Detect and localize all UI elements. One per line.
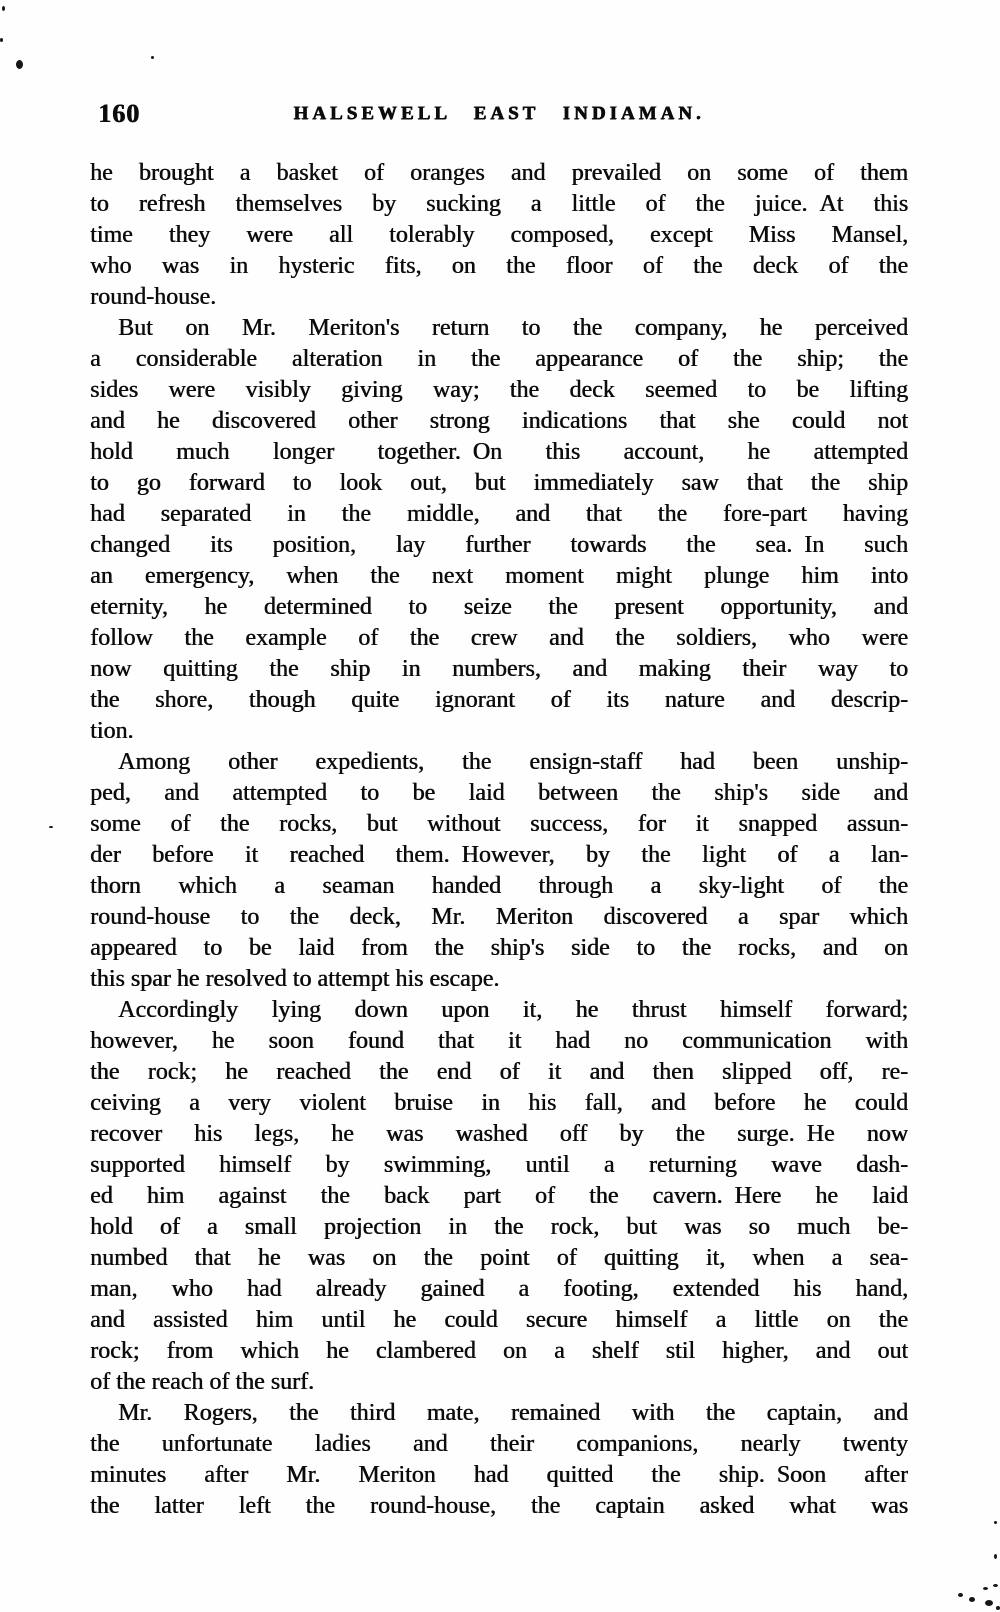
text-line: time they were all tolerably composed, except Miss Mansel,: [90, 222, 908, 248]
ink-speck: [996, 1606, 1000, 1610]
text-line: numbed that he was on the point of quitting it, when a sea-: [90, 1245, 908, 1271]
text-line: tion.: [90, 718, 134, 744]
text-line: of the reach of the surf.: [90, 1369, 314, 1395]
text-line: the rock; he reached the end of it and then slipped off, re-: [90, 1059, 908, 1085]
ink-speck: [985, 1600, 993, 1606]
ink-speck: [983, 1587, 988, 1590]
text-line: ed him against the back part of the cavern. Here he laid: [90, 1183, 908, 1209]
page-number: 160: [98, 99, 140, 128]
text-line: and assisted him until he could secure himself a little on the: [90, 1307, 908, 1333]
text-line: changed its position, lay further towards the sea. In such: [90, 532, 908, 558]
text-line: this spar he resolved to attempt his escape.: [90, 966, 500, 992]
text-line: follow the example of the crew and the soldiers, who were: [90, 625, 908, 651]
page-header: [90, 99, 908, 131]
body-text: [90, 158, 908, 1522]
paragraph: [90, 1398, 908, 1522]
ink-speck: [993, 1584, 998, 1587]
text-line: hold of a small projection in the rock, but was so much be-: [90, 1214, 908, 1240]
text-line: hold much longer together. On this account, he attempted: [90, 439, 908, 465]
text-line: recover his legs, he was washed off by the surge. He now: [90, 1121, 908, 1147]
text-line: the shore, though quite ignorant of its nature and descrip-: [90, 687, 908, 713]
paragraph: [90, 995, 908, 1398]
ink-speck: [969, 1597, 975, 1602]
text-line: man, who had already gained a footing, extended his hand,: [90, 1276, 908, 1302]
text-line: Mr. Rogers, the third mate, remained with the captain, and: [118, 1400, 908, 1426]
ink-speck: [2, 6, 5, 11]
text-line: Among other expedients, the ensign-staff had been unship-: [118, 749, 908, 775]
text-line: he brought a basket of oranges and prevailed on some of them: [90, 160, 908, 186]
text-line: But on Mr. Meriton's return to the company, he perceived: [118, 315, 908, 341]
text-line: to go forward to look out, but immediately saw that the ship: [90, 470, 908, 496]
text-line: minutes after Mr. Meriton had quitted the ship. Soon after: [90, 1462, 908, 1488]
ink-speck: [151, 56, 154, 59]
paragraph: [90, 747, 908, 995]
text-line: had separated in the middle, and that the fore-part having: [90, 501, 908, 527]
text-line: however, he soon found that it had no communication with: [90, 1028, 908, 1054]
text-line: ceiving a very violent bruise in his fall, and before he could: [90, 1090, 908, 1116]
text-line: the latter left the round-house, the captain asked what was: [90, 1493, 908, 1519]
text-line: an emergency, when the next moment might plunge him into: [90, 563, 908, 589]
text-line: supported himself by swimming, until a returning wave dash-: [90, 1152, 908, 1178]
paragraph: [90, 313, 908, 747]
text-line: now quitting the ship in numbers, and making their way to: [90, 656, 908, 682]
text-line: and he discovered other strong indications that she could not: [90, 408, 908, 434]
ink-speck: [49, 826, 53, 828]
text-line: Accordingly lying down upon it, he thrust himself forward;: [118, 997, 908, 1023]
ink-speck: [994, 1554, 997, 1559]
text-line: appeared to be laid from the ship's side to the rocks, and on: [90, 935, 908, 961]
text-line: ped, and attempted to be laid between the ship's side and: [90, 780, 908, 806]
text-line: eternity, he determined to seize the present opportunity, and: [90, 594, 908, 620]
text-line: round-house.: [90, 284, 216, 310]
text-line: to refresh themselves by sucking a little of the juice. At this: [90, 191, 908, 217]
text-line: sides were visibly giving way; the deck seemed to be lifting: [90, 377, 908, 403]
text-line: who was in hysteric fits, on the floor of the deck of the: [90, 253, 908, 279]
text-line: round-house to the deck, Mr. Meriton discovered a spar which: [90, 904, 908, 930]
text-line: rock; from which he clambered on a shelf stil higher, and out: [90, 1338, 908, 1364]
ink-speck: [958, 1593, 963, 1597]
text-line: der before it reached them. However, by the light of a lan-: [90, 842, 908, 868]
ink-speck: [994, 1521, 997, 1524]
paragraph: [90, 158, 908, 313]
text-line: a considerable alteration in the appearance of the ship; the: [90, 346, 908, 372]
ink-speck: [0, 38, 3, 42]
text-line: some of the rocks, but without success, for it snapped assun-: [90, 811, 908, 837]
ink-speck: [16, 60, 23, 69]
running-title: HALSEWELL EAST INDIAMAN.: [293, 103, 705, 124]
text-line: thorn which a seaman handed through a sky-light of the: [90, 873, 908, 899]
text-line: the unfortunate ladies and their companions, nearly twenty: [90, 1431, 908, 1457]
